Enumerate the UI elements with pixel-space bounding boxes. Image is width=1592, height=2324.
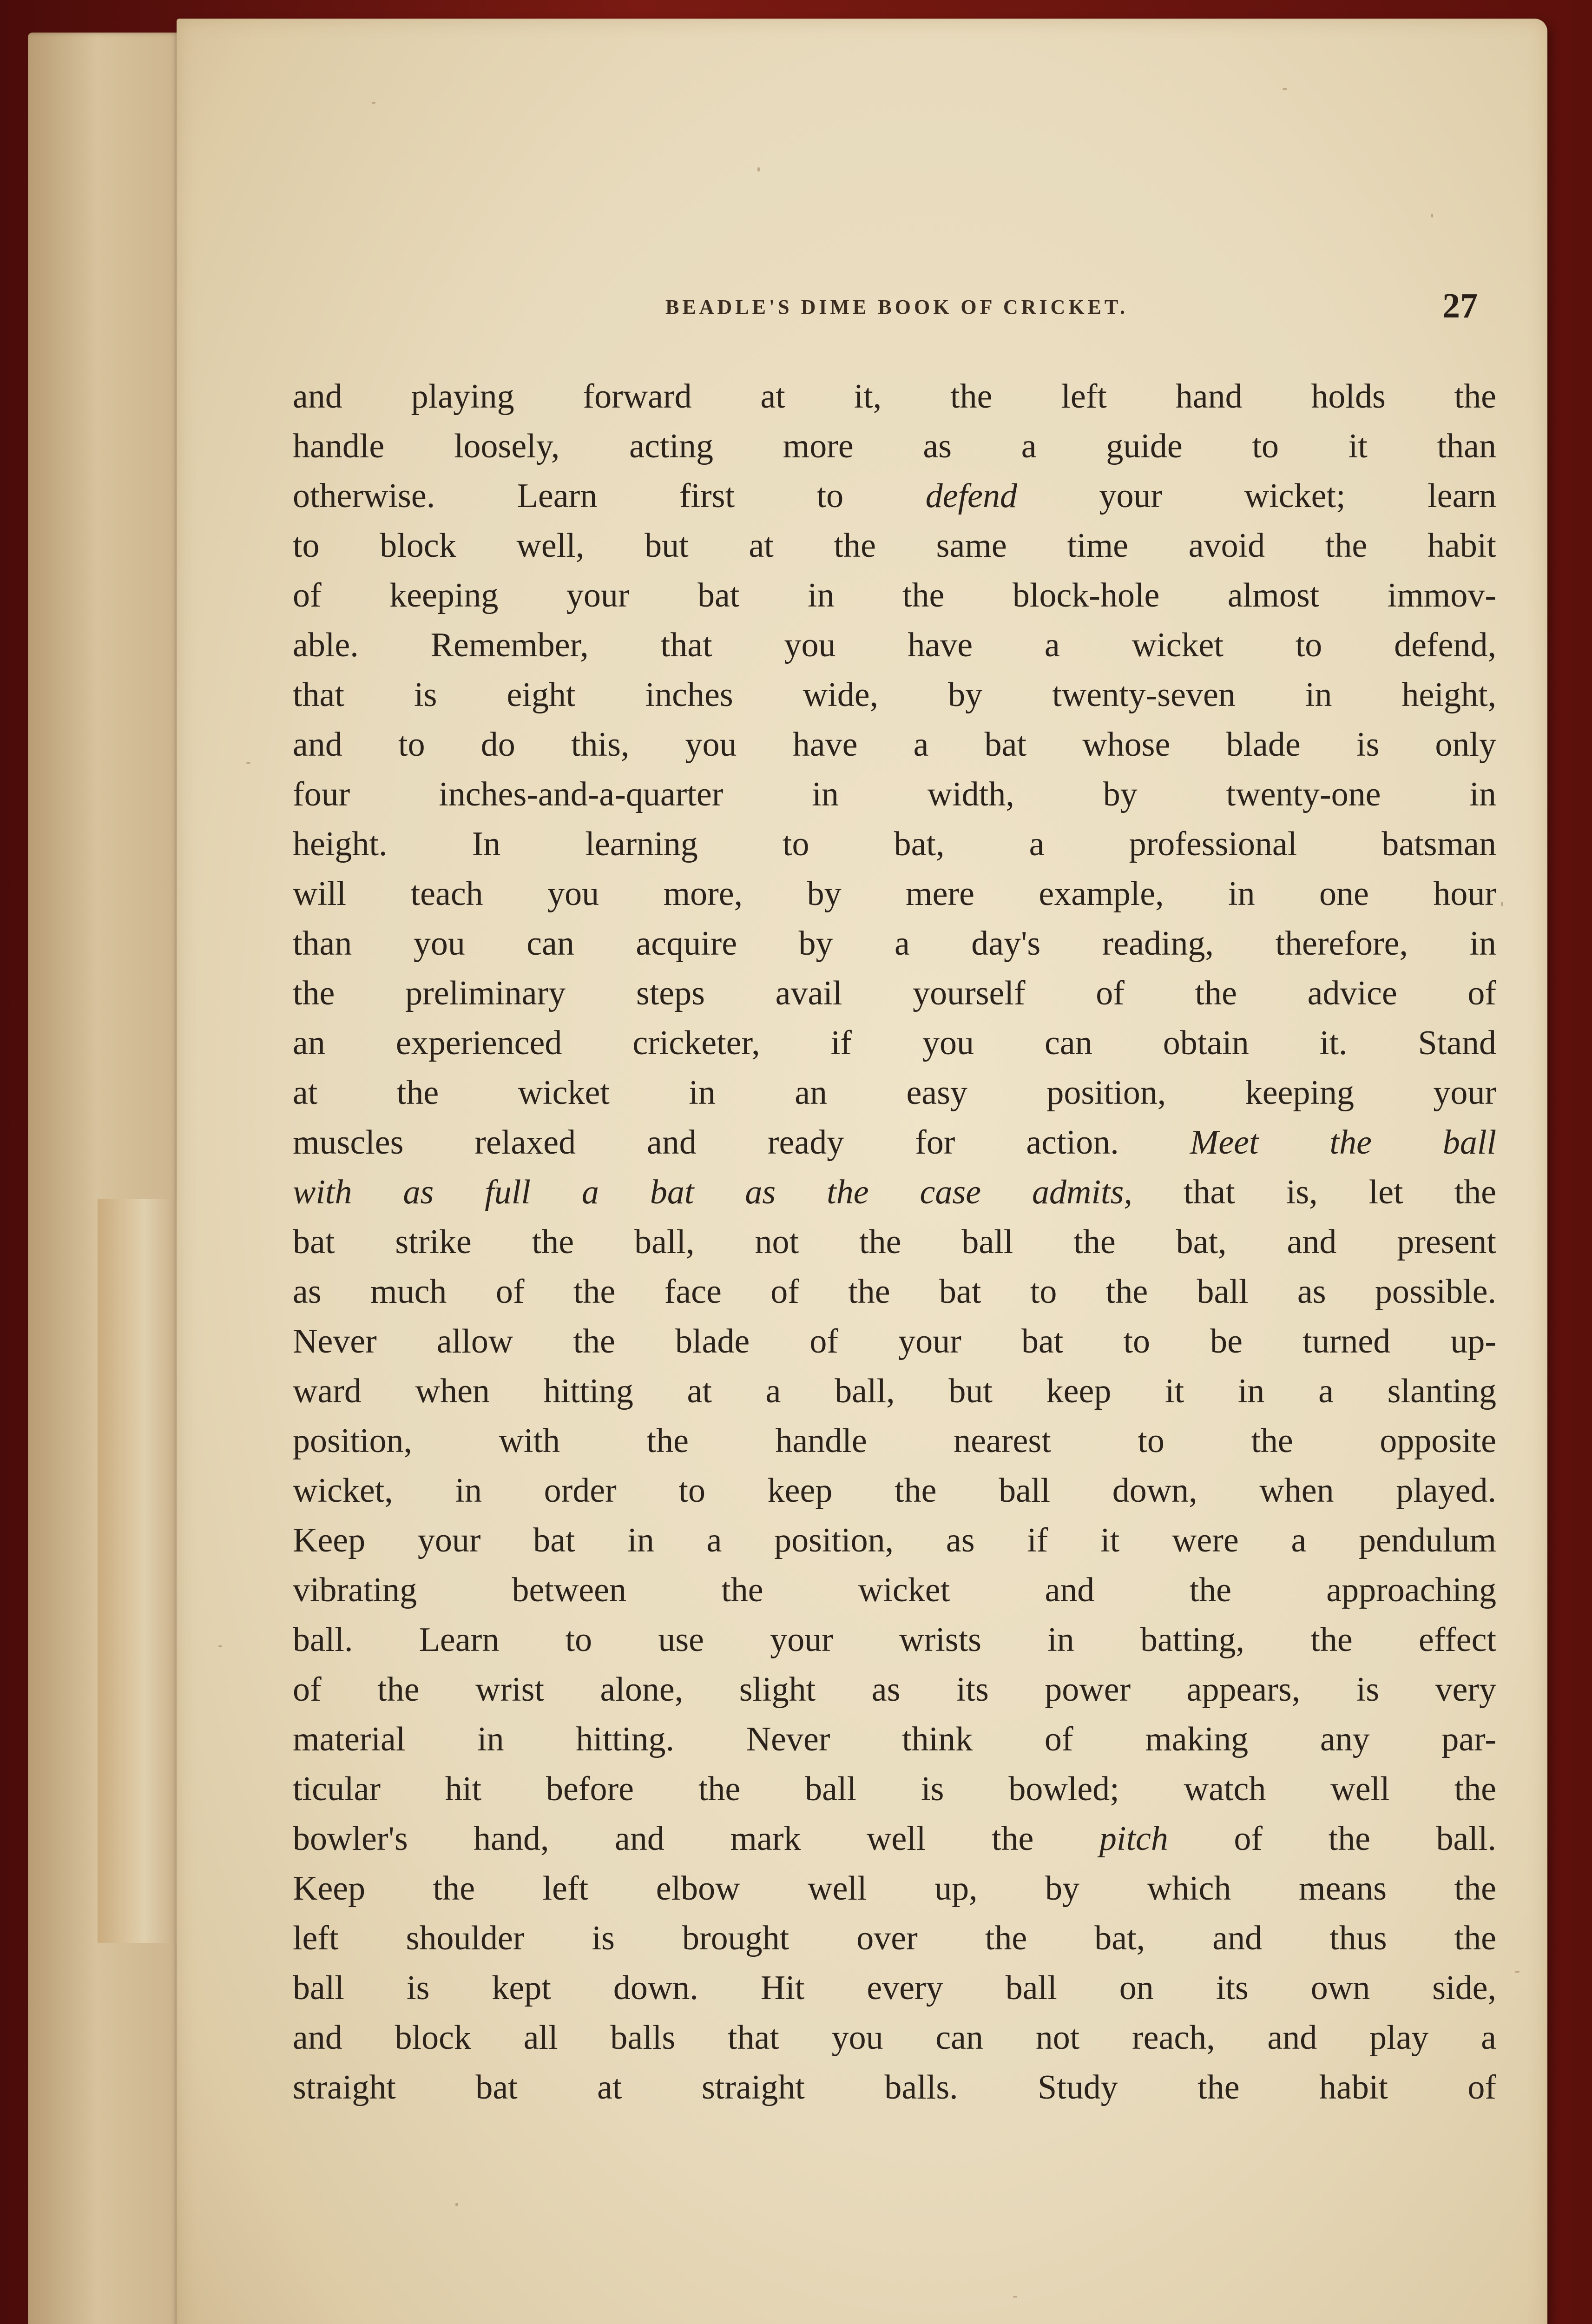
- text-line: that is eight inches wide, by twenty-seven in height,: [293, 676, 1496, 714]
- text-line: of keeping your bat in the block-hole almost immov-: [293, 576, 1496, 614]
- text-line: Keep the left elbow well up, by which means the: [293, 1869, 1496, 1908]
- text-line: and playing forward at it, the left hand holds the: [293, 377, 1496, 416]
- text-line: an experienced cricketer, if you can obtain it. Stand: [293, 1024, 1496, 1062]
- running-title: BEADLE'S DIME BOOK OF CRICKET.: [665, 296, 1128, 318]
- text-line: handle loosely, acting more as a guide to it than: [293, 427, 1496, 465]
- text-line: with as full a bat as the case admits, that is, let the: [293, 1173, 1496, 1211]
- running-head: [455, 277, 1478, 328]
- text-line: height. In learning to bat, a professional batsman: [293, 825, 1496, 863]
- italic-emphasis: Meet the ball: [1190, 1123, 1496, 1162]
- text-line: as much of the face of the bat to the ball as possible.: [293, 1273, 1496, 1311]
- body-text: [293, 372, 1496, 2113]
- text-line: otherwise. Learn first to defend your wicket; learn: [293, 477, 1496, 515]
- text-line: wicket, in order to keep the ball down, when played.: [293, 1472, 1496, 1510]
- text-line: able. Remember, that you have a wicket to defend,: [293, 626, 1496, 664]
- text-line: will teach you more, by mere example, in one hour: [293, 875, 1496, 913]
- text-line: at the wicket in an easy position, keeping your: [293, 1074, 1496, 1112]
- text-line: and to do this, you have a bat whose blade is only: [293, 726, 1496, 764]
- text-line: of the wrist alone, slight as its power appears, is very: [293, 1670, 1496, 1709]
- italic-emphasis: defend: [925, 477, 1017, 515]
- text-line: the preliminary steps avail yourself of the advice of: [293, 974, 1496, 1012]
- text-line: muscles relaxed and ready for action. Meet the ball: [293, 1123, 1496, 1162]
- text-line: bat strike the ball, not the ball the bat, and present: [293, 1223, 1496, 1261]
- text-line: ward when hitting at a ball, but keep it in a slanting: [293, 1372, 1496, 1410]
- text-line: Keep your bat in a position, as if it were a pendulum: [293, 1521, 1496, 1559]
- text-line: straight bat at straight balls. Study the habit of: [293, 2068, 1496, 2106]
- italic-emphasis: with as full a bat as the case admits,: [293, 1173, 1132, 1211]
- text-line: material in hitting. Never think of making any par-: [293, 1720, 1496, 1758]
- italic-emphasis: pitch: [1099, 1820, 1168, 1858]
- text-line: four inches-and-a-quarter in width, by twenty-one in: [293, 775, 1496, 813]
- text-line: position, with the handle nearest to the opposite: [293, 1422, 1496, 1460]
- previous-page-edge: [28, 33, 181, 2324]
- text-line: ball is kept down. Hit every ball on its own side,: [293, 1969, 1496, 2007]
- text-line: and block all balls that you can not reach, and play a: [293, 2019, 1496, 2057]
- text-line: left shoulder is brought over the bat, and thus the: [293, 1919, 1496, 1957]
- page-number: 27: [1442, 286, 1478, 325]
- text-line: than you can acquire by a day's reading, therefore, in: [293, 924, 1496, 963]
- text-line: Never allow the blade of your bat to be turned up-: [293, 1322, 1496, 1360]
- book-page: [177, 19, 1547, 2324]
- text-line: ticular hit before the ball is bowled; watch well the: [293, 1770, 1496, 1808]
- text-line: vibrating between the wicket and the approaching: [293, 1571, 1496, 1609]
- text-line: to block well, but at the same time avoid the habit: [293, 527, 1496, 565]
- text-line: bowler's hand, and mark well the pitch of the ball.: [293, 1820, 1496, 1858]
- text-line: ball. Learn to use your wrists in batting, the effect: [293, 1621, 1496, 1659]
